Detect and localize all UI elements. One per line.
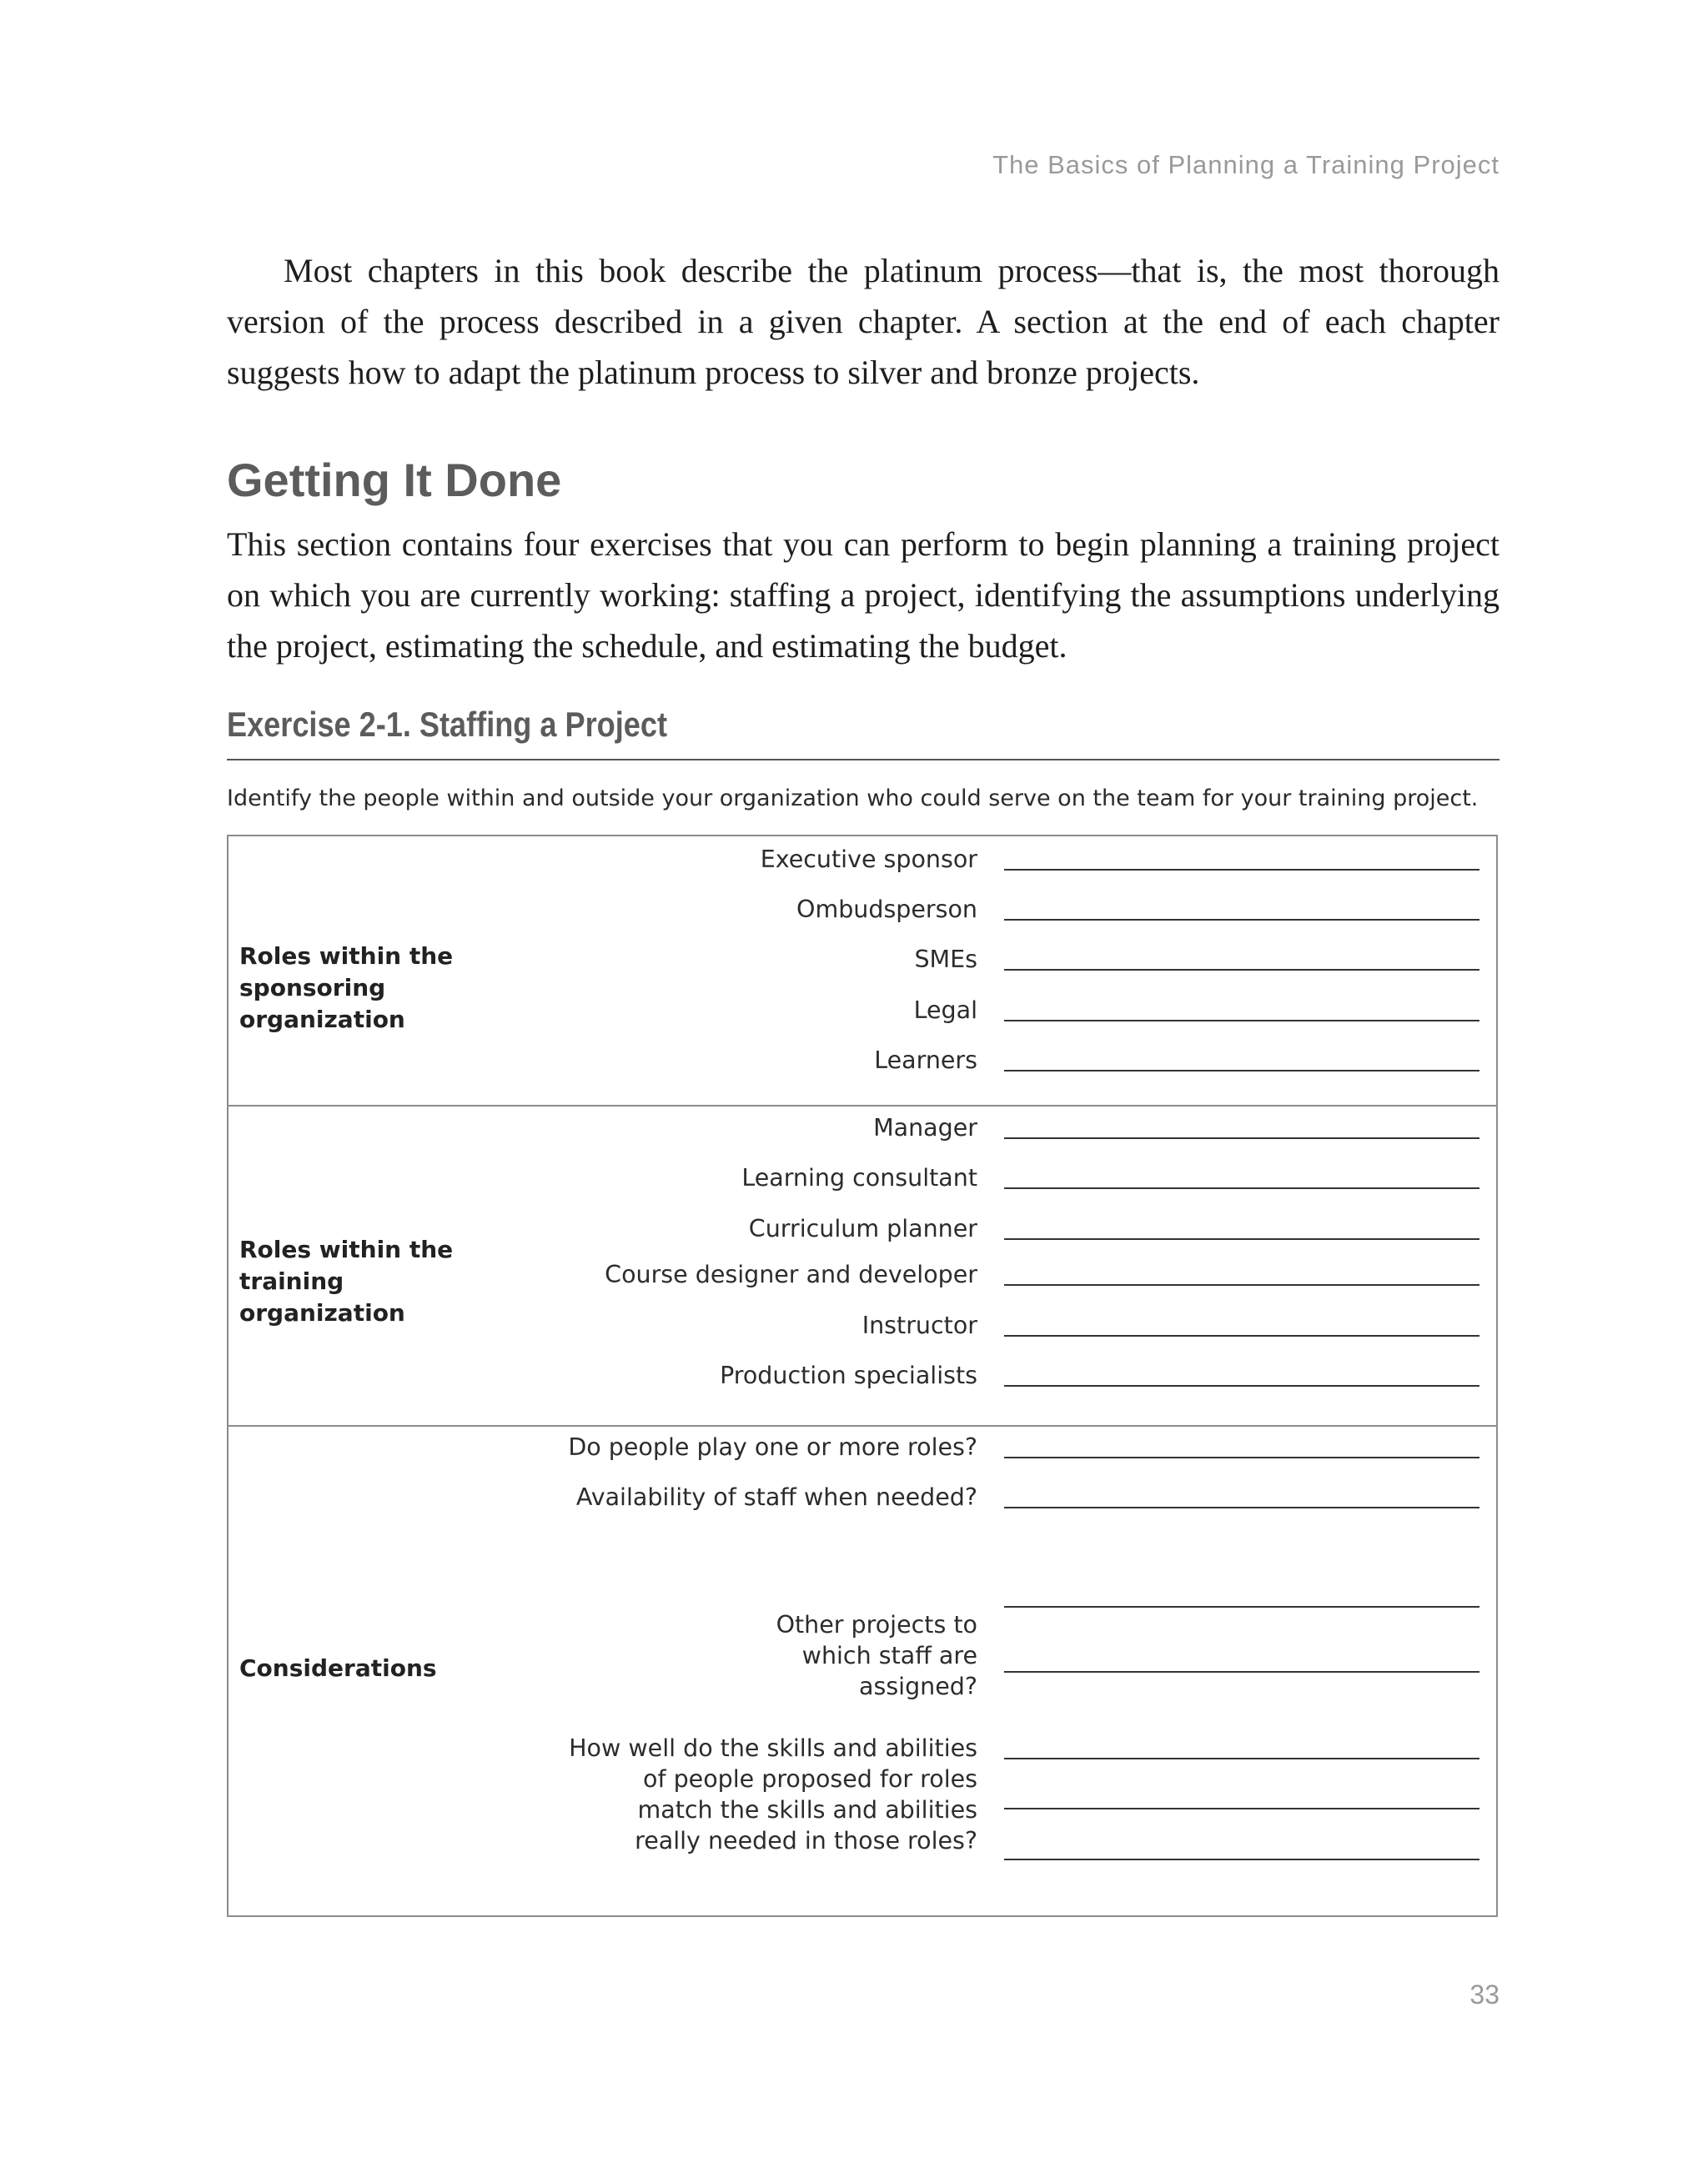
fill-in-line[interactable] [1004,969,1479,971]
role-label-curriculum-planner: Curriculum planner [748,1215,977,1242]
role-label-course-designer: Course designer and developer [605,1261,977,1288]
fill-in-line[interactable] [1004,1457,1479,1458]
role-label-manager: Manager [873,1114,977,1142]
fill-in-line[interactable] [1004,1385,1479,1387]
fill-in-line[interactable] [1004,1284,1479,1286]
role-label-production-specialists: Production specialists [720,1362,977,1389]
role-label-executive-sponsor: Executive sponsor [760,846,977,873]
section-paragraph: This section contains four exercises that you can perform to begin planning a training project on which you are currently working: staffing a project, identifying the assumptions underlying the project, estimating the schedule, and estimating the budget. [227,525,1500,665]
consideration-skills-match: How well do the skills and abilities of people proposed for roles match the skills and abilities really needed in those roles? [569,1734,977,1854]
consideration-multiple-roles: Do people play one or more roles? [568,1433,977,1461]
role-label-ombudsperson: Ombudsperson [796,896,977,923]
consideration-other-projects: Other projects to which staff are assigned? [776,1611,977,1700]
fill-in-line[interactable] [1004,869,1479,871]
role-label-learners: Learners [874,1046,977,1074]
page-number: 33 [1469,1980,1500,2010]
exercise-heading-rule [227,759,1500,760]
role-label-smes: SMEs [914,946,977,973]
fill-in-line[interactable] [1004,1070,1479,1071]
exercise-heading: Exercise 2-1. Staffing a Project [227,705,667,744]
fill-in-line[interactable] [1004,1808,1479,1809]
table-row-divider [227,1105,1498,1107]
role-label-legal: Legal [913,996,977,1024]
fill-in-line[interactable] [1004,919,1479,921]
fill-in-line[interactable] [1004,1606,1479,1608]
group-label-training-organization: Roles within the training organization [239,1236,454,1327]
section-heading: Getting It Done [227,454,562,506]
fill-in-line[interactable] [1004,1671,1479,1673]
role-label-instructor: Instructor [862,1312,977,1339]
fill-in-line[interactable] [1004,1137,1479,1139]
table-row-divider [227,1425,1498,1427]
consideration-staff-availability: Availability of staff when needed? [575,1483,977,1511]
fill-in-line[interactable] [1004,1758,1479,1759]
exercise-instructions: Identify the people within and outside your organization who could serve on the team for your training project. [227,785,1479,811]
running-head: The Basics of Planning a Training Project [992,150,1500,179]
role-label-learning-consultant: Learning consultant [741,1164,977,1192]
fill-in-line[interactable] [1004,1859,1479,1860]
fill-in-line[interactable] [1004,1238,1479,1240]
group-label-considerations: Considerations [239,1654,437,1682]
fill-in-line[interactable] [1004,1507,1479,1508]
fill-in-line[interactable] [1004,1335,1479,1337]
intro-paragraph: Most chapters in this book describe the platinum process—that is, the most thorough version of the process described in a given chapter. A section at the end of each chapter suggests how to adapt the platinum process to silver and bronze projects. [227,252,1500,391]
fill-in-line[interactable] [1004,1020,1479,1021]
fill-in-line[interactable] [1004,1187,1479,1189]
group-label-sponsoring-organization: Roles within the sponsoring organization [239,942,454,1033]
